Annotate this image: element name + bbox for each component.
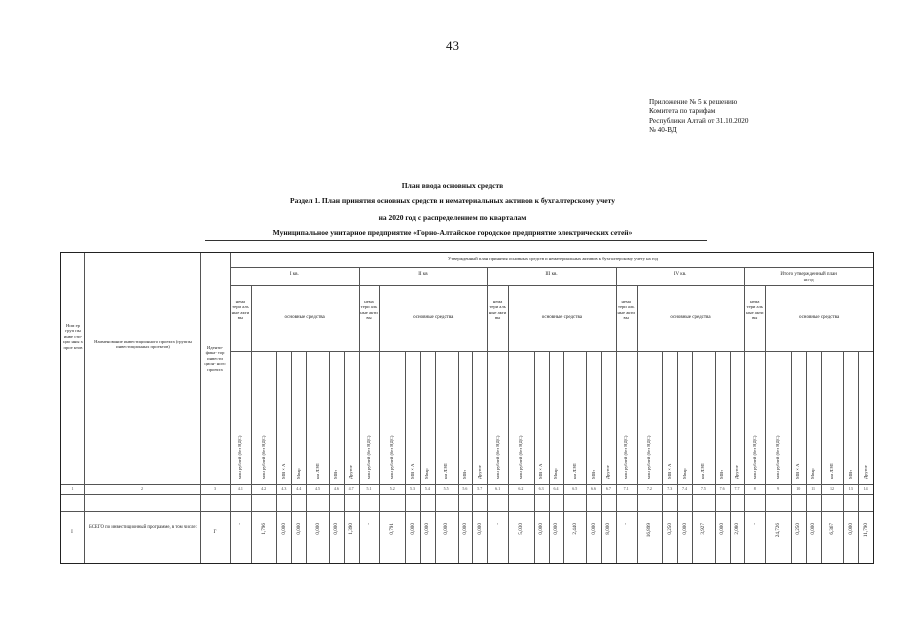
data-value: 0,000 [424, 523, 431, 535]
data-value: - [365, 523, 372, 525]
quarter-label-4: IV кв. [673, 272, 687, 277]
index-cell: 4.4 [296, 486, 302, 491]
index-cell: 7.2 [646, 486, 652, 491]
index-cell: 4.2 [261, 486, 267, 491]
sub-column-header: МВ×А [795, 463, 801, 479]
data-value: 0,791 [389, 523, 396, 535]
fixed-assets-header: основные средства [284, 315, 325, 320]
index-cell: 6.4 [553, 486, 559, 491]
sub-rule [276, 351, 277, 563]
sub-rule [472, 351, 473, 563]
sub-column-header: Мвар [810, 468, 816, 479]
data-value: - [494, 523, 501, 525]
data-value: 0,250 [666, 523, 673, 535]
data-value: 0,000 [409, 523, 416, 535]
data-value: - [751, 523, 758, 525]
sub-rule [344, 351, 345, 563]
index-cell: 3 [214, 486, 216, 491]
index-cell: 10 [796, 486, 801, 491]
sub-rule [586, 351, 587, 563]
row-project-id: Г [213, 530, 217, 535]
sub-column-header: Мвар [552, 468, 558, 479]
index-cell: 9 [777, 486, 780, 491]
sub-column-header: млн рублей (без НДС) [517, 435, 523, 479]
index-cell: 6.3 [538, 486, 544, 491]
data-value: 0,000 [461, 523, 468, 535]
sub-column-header: Мвар [681, 468, 687, 479]
sub-column-header: МВ×А [280, 463, 286, 479]
period-title: на 2020 год с распределением по кварталам [378, 213, 527, 222]
index-cell: 5.5 [443, 486, 449, 491]
data-value: 2,440 [571, 523, 578, 535]
intangible-assets-header: нема тери аль ные акти вы [360, 299, 378, 321]
index-cell: 6.6 [591, 486, 597, 491]
fixed-assets-header: основные средства [670, 315, 711, 320]
quarter-label-1: I кв. [289, 272, 299, 277]
index-cell: 4.5 [315, 486, 321, 491]
table-row-rule [230, 267, 873, 268]
data-value: 3,927 [700, 523, 707, 535]
sub-column-header: МВ×А [409, 463, 415, 479]
project-name-header: Наименование инвестиционного проекта (группы инвестиционных проектов) [94, 339, 192, 350]
sub-rule [692, 351, 693, 563]
fixed-assets-header: основные средства [798, 315, 840, 320]
row-number: I [71, 530, 73, 535]
index-cell: 4.7 [348, 486, 354, 491]
document-title: План ввода основных средств [401, 181, 504, 190]
intangible-assets-header: нема тери аль ные акти вы [231, 299, 250, 321]
index-cell: 12 [829, 486, 834, 491]
index-cell: 8 [753, 486, 756, 491]
table-column-rule [84, 253, 85, 563]
sub-column-header: Мвар [295, 468, 301, 479]
sub-rule [379, 285, 380, 563]
index-cell: 5.4 [424, 486, 430, 491]
data-value: 0,000 [719, 523, 726, 535]
data-value: 0,000 [681, 523, 688, 535]
sub-rule [677, 351, 678, 563]
index-cell: 5.1 [366, 486, 372, 491]
data-value: 2,080 [733, 523, 740, 535]
data-value: 11,790 [862, 523, 869, 538]
data-value: 0,000 [552, 523, 559, 535]
quarter-label-2: II кв [418, 272, 428, 277]
table-column-rule [200, 253, 201, 563]
quarter-label-5: Итого утвержденный план [780, 272, 837, 277]
data-value: 0,000 [847, 523, 854, 535]
sub-rule [420, 351, 421, 563]
index-cell: 7.1 [623, 486, 629, 491]
sub-column-header: млн рублей (без НДС) [365, 435, 371, 479]
index-cell: 6.5 [572, 486, 578, 491]
sub-column-header: млн рублей (без НДС) [237, 435, 243, 479]
sub-rule [715, 351, 716, 563]
index-cell: 5.2 [389, 486, 395, 491]
sub-column-header: км ЛЭП [828, 463, 834, 479]
section-title: Раздел 1. План принятия основных средств и нематериальных активов к бухгалтерскому учету [290, 196, 615, 205]
plan-table [60, 252, 874, 564]
index-cell: 4.6 [333, 486, 339, 491]
sub-column-header: Другое [605, 465, 611, 479]
table-row-rule [230, 351, 873, 352]
data-value: 0,000 [295, 523, 302, 535]
fixed-assets-header: основные средства [413, 315, 454, 320]
data-value: 6,367 [828, 523, 835, 535]
index-cell: 7.7 [734, 486, 740, 491]
page-number: 43 [446, 38, 459, 53]
sub-column-header: Другое [862, 465, 868, 479]
index-cell: 4.1 [237, 486, 243, 491]
index-cell: 7.4 [682, 486, 688, 491]
intangible-assets-header: нема тери аль ные акти вы [746, 299, 764, 321]
data-value: 0,000 [590, 523, 597, 535]
sub-rule [843, 351, 844, 563]
approved-plan-header: Утвержденный план принятия основных средств и нематериальных активов к бухгалтерскому учету на год [447, 256, 659, 261]
data-value: 1,390 [348, 523, 355, 535]
data-value: 8,000 [605, 523, 612, 535]
sub-column-header: млн рублей (без НДС) [260, 435, 266, 479]
index-cell: 7.5 [700, 486, 706, 491]
table-row-rule [230, 285, 873, 286]
data-value: 0,000 [538, 523, 545, 535]
sub-rule [306, 351, 307, 563]
sub-rule [329, 351, 330, 563]
sub-rule [601, 351, 602, 563]
data-value: - [237, 523, 244, 525]
row-project-name: БСЕГО по инвестиционный программе, в том числе: [89, 525, 197, 530]
sub-rule [549, 351, 550, 563]
sub-column-header: МВт [719, 469, 725, 479]
index-cell: 2 [141, 486, 143, 491]
index-cell: 14 [863, 486, 868, 491]
table-row-rule [61, 494, 873, 495]
index-cell: 5.7 [477, 486, 483, 491]
index-cell: 6.2 [518, 486, 524, 491]
organization-title: Муниципальное унитарное предприятие «Горно-Алтайское городское предприятие электрических сетей» [272, 228, 633, 237]
sub-rule [508, 285, 509, 563]
sub-column-header: км ЛЭП [443, 463, 449, 479]
sub-rule [765, 285, 766, 563]
index-cell: 5.6 [462, 486, 468, 491]
sub-column-header: млн рублей (без НДС) [494, 435, 500, 479]
sub-column-header: МВ×А [538, 463, 544, 479]
data-value: 0,000 [280, 523, 287, 535]
sub-column-header: км ЛЭП [571, 463, 577, 479]
sub-rule [563, 351, 564, 563]
sub-rule [637, 285, 638, 563]
data-value: 0,000 [476, 523, 483, 535]
index-cell: 7.3 [667, 486, 673, 491]
sub-rule [806, 351, 807, 563]
sub-rule [730, 351, 731, 563]
total-subtitle: на год [803, 278, 814, 282]
sub-column-header: млн рублей (без НДС) [775, 435, 781, 479]
sub-rule [791, 351, 792, 563]
project-id-header: Иденти- фика- тор инвести цион- ного проекта [204, 345, 226, 372]
sub-column-header: Другое [733, 465, 739, 479]
sub-rule [821, 351, 822, 563]
sub-column-header: МВт [461, 469, 467, 479]
sub-rule [291, 351, 292, 563]
data-value: 0,000 [314, 523, 321, 535]
sub-rule [435, 351, 436, 563]
sub-column-header: км ЛЭП [314, 463, 320, 479]
data-value: - [623, 523, 630, 525]
data-value: 24,726 [775, 523, 782, 538]
sub-rule [534, 351, 535, 563]
fixed-assets-header: основные средства [541, 315, 582, 320]
sub-column-header: млн рублей (без НДС) [623, 435, 629, 479]
index-cell: 4.3 [281, 486, 287, 491]
data-value: 5,030 [517, 523, 524, 535]
index-cell: 1 [71, 486, 74, 491]
sub-rule [858, 351, 859, 563]
index-cell: 6.7 [605, 486, 611, 491]
sub-rule [405, 351, 406, 563]
data-value: 1,796 [260, 523, 267, 535]
sub-column-header: км ЛЭП [700, 463, 706, 479]
data-value: 0,000 [443, 523, 450, 535]
sub-column-header: Мвар [424, 468, 430, 479]
data-value: 0,000 [810, 523, 817, 535]
sub-rule [662, 351, 663, 563]
table-row-rule [61, 511, 873, 512]
sub-column-header: МВт [333, 469, 339, 479]
sub-rule [251, 285, 252, 563]
sub-column-header: Другое [348, 465, 354, 479]
sub-column-header: млн рублей (без НДС) [646, 435, 652, 479]
group-number-header: Ном ер груп пы инве сти- цио нны х прое ктов [63, 323, 83, 350]
sub-column-header: МВт [847, 469, 853, 479]
data-value: 0,250 [795, 523, 802, 535]
table-row-rule [61, 484, 873, 485]
sub-column-header: млн рублей (без НДС) [751, 435, 757, 479]
sub-column-header: МВт [590, 469, 596, 479]
sub-column-header: млн рублей (без НДС) [389, 435, 395, 479]
appendix-note: Приложение № 5 к решению Комитета по тарифам Республики Алтай от 31.10.2020 № 40-ВД [649, 98, 749, 135]
data-value: 0,000 [333, 523, 340, 535]
index-cell: 5.3 [410, 486, 415, 491]
sub-rule [458, 351, 459, 563]
title-underline [205, 240, 707, 241]
index-cell: 11 [811, 486, 816, 491]
intangible-assets-header: нема тери аль ные акти вы [617, 299, 635, 321]
sub-column-header: МВ×А [666, 463, 672, 479]
intangible-assets-header: нема тери аль ные акти вы [488, 299, 507, 321]
index-cell: 13 [848, 486, 853, 491]
sub-column-header: Другое [476, 465, 482, 479]
quarter-label-3: III кв. [545, 272, 558, 277]
data-value: 16,899 [646, 523, 653, 538]
index-cell: 6.1 [495, 486, 501, 491]
index-cell: 7.6 [719, 486, 725, 491]
